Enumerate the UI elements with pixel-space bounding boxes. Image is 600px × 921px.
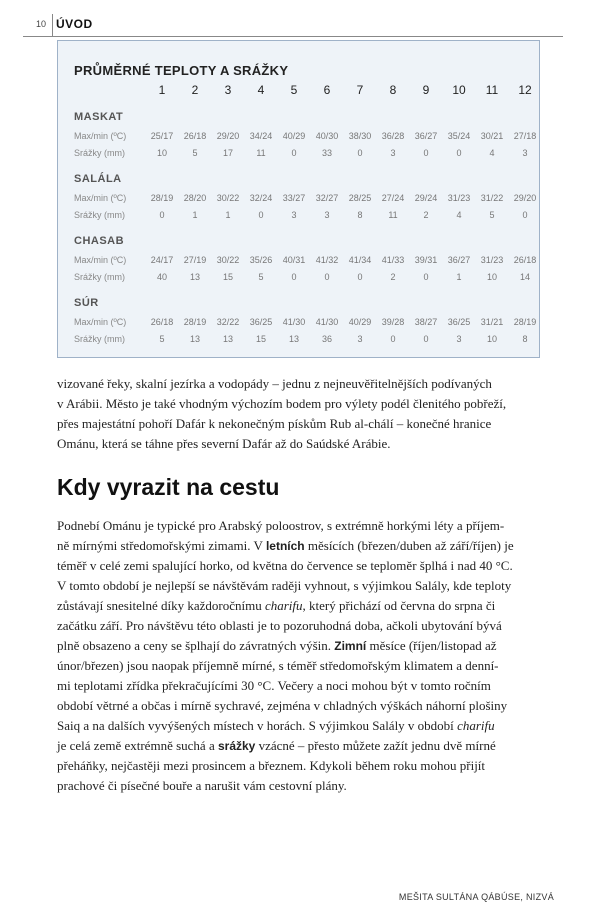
body-line: začátku září. Pro návštěvu této oblasti je to pozoruhodná doba, ačkoli ubytování bývá <box>57 618 502 633</box>
body-line <box>57 716 547 736</box>
rainfall-cell: 10 <box>486 334 497 344</box>
temperature-cell: 31/23 <box>480 255 504 265</box>
rainfall-cell: 3 <box>324 210 330 220</box>
keyword-winter: Zimní <box>334 639 367 653</box>
rainfall-cell: 0 <box>390 334 396 344</box>
rainfall-cell: 0 <box>357 272 363 282</box>
temperature-cell: 28/19 <box>150 193 174 203</box>
rainfall-cell: 10 <box>156 148 167 158</box>
page-number: 10 <box>36 19 47 29</box>
temperature-row-label: Max/min (ºC) <box>74 255 127 265</box>
temperature-row-label: Max/min (ºC) <box>74 131 127 141</box>
rainfall-cell: 3 <box>456 334 462 344</box>
rainfall-cell: 13 <box>288 334 299 344</box>
month-header-row <box>58 83 539 99</box>
month-header: 1 <box>158 83 166 97</box>
rainfall-cell: 13 <box>222 334 233 344</box>
temperature-cell: 36/25 <box>447 317 471 327</box>
climate-table-title: PRŮMĚRNÉ TEPLOTY A SRÁŽKY <box>74 63 289 78</box>
body-text: ně mírnými středomořskými zimami. V <box>57 538 266 553</box>
temperature-cell: 29/20 <box>216 131 240 141</box>
intro-line: Ománu, která se táhne přes severní Dafár až do Saúdské Arábie. <box>57 436 391 451</box>
temperature-cell: 40/29 <box>282 131 306 141</box>
body-paragraph <box>57 516 547 796</box>
temperature-cell: 31/23 <box>447 193 471 203</box>
rainfall-cell: 1 <box>456 272 462 282</box>
rainfall-cell: 33 <box>321 148 332 158</box>
temperature-cell: 40/31 <box>282 255 306 265</box>
month-header: 10 <box>452 83 466 97</box>
rainfall-cell: 15 <box>255 334 266 344</box>
rainfall-cell: 2 <box>423 210 429 220</box>
temperature-cell: 28/19 <box>183 317 207 327</box>
temperature-cell: 41/33 <box>381 255 405 265</box>
temperature-cell: 41/30 <box>315 317 339 327</box>
temperature-cell: 31/22 <box>480 193 504 203</box>
rainfall-row-label: Srážky (mm) <box>74 210 125 220</box>
temperature-cell: 29/24 <box>414 193 438 203</box>
month-header: 9 <box>422 83 430 97</box>
temperature-cell: 35/24 <box>447 131 471 141</box>
temperature-cell: 25/17 <box>150 131 174 141</box>
temperature-cell: 28/20 <box>183 193 207 203</box>
temperature-cell: 27/24 <box>381 193 405 203</box>
body-line: únor/březen) jsou naopak příjemně mírné, s téměř středomořským klimatem a denní- <box>57 658 499 673</box>
rainfall-cell: 10 <box>486 272 497 282</box>
body-text: je celá země extrémně suchá a <box>57 738 218 753</box>
city-name: SALÁLA <box>74 173 122 185</box>
section-title: ÚVOD <box>56 17 93 31</box>
rainfall-cell: 0 <box>357 148 363 158</box>
rainfall-cell: 15 <box>222 272 233 282</box>
temperature-cell: 41/34 <box>348 255 372 265</box>
rainfall-cell: 0 <box>324 272 330 282</box>
temperature-cell: 26/18 <box>150 317 174 327</box>
temperature-cell: 41/30 <box>282 317 306 327</box>
section-heading: Kdy vyrazit na cestu <box>57 474 280 500</box>
temperature-cell: 36/27 <box>447 255 471 265</box>
rainfall-cell: 5 <box>192 148 198 158</box>
body-line: mi teplotami zřídka překračujícími 30 °C. Večery a noci mohou být v tomto ročním <box>57 678 491 693</box>
month-header: 8 <box>389 83 397 97</box>
term-charifu: charifu <box>457 718 495 733</box>
body-line: přeháňky, nejčastěji mezi prosincem a březnem. Kdykoli během roku mohou přijít <box>57 758 486 773</box>
temperature-cell: 36/25 <box>249 317 273 327</box>
month-header: 6 <box>323 83 331 97</box>
temperature-cell: 26/18 <box>513 255 537 265</box>
rainfall-cell: 5 <box>159 334 165 344</box>
temperature-cell: 26/18 <box>183 131 207 141</box>
rainfall-cell: 5 <box>489 210 495 220</box>
body-text: , který přichází od června do srpna či <box>302 598 496 613</box>
temperature-cell: 38/27 <box>414 317 438 327</box>
rainfall-cell: 3 <box>390 148 396 158</box>
rainfall-cell: 0 <box>291 272 297 282</box>
month-header: 12 <box>518 83 532 97</box>
temperature-cell: 34/24 <box>249 131 273 141</box>
rainfall-cell: 0 <box>456 148 462 158</box>
month-header: 5 <box>290 83 298 97</box>
month-header: 3 <box>224 83 232 97</box>
temperature-cell: 33/27 <box>282 193 306 203</box>
temperature-cell: 24/17 <box>150 255 174 265</box>
temperature-cell: 30/21 <box>480 131 504 141</box>
body-line: V tomto období je nejlepší se návštěvám raději vyhnout, s výjimkou Salály, kde teploty <box>57 578 512 593</box>
body-line: téměř v celé zemi spalující horko, od května do července se teploměr šplhá i nad 40 °C. <box>57 558 513 573</box>
rainfall-row-label: Srážky (mm) <box>74 334 125 344</box>
climate-table <box>57 40 540 358</box>
rainfall-cell: 13 <box>189 272 200 282</box>
rainfall-cell: 36 <box>321 334 332 344</box>
rainfall-cell: 0 <box>258 210 264 220</box>
intro-line: vizované řeky, skalní jezírka a vodopády – jednu z nejneuvěřitelnějších podívaných <box>57 376 492 391</box>
rainfall-cell: 5 <box>258 272 264 282</box>
rainfall-cell: 13 <box>189 334 200 344</box>
temperature-cell: 36/28 <box>381 131 405 141</box>
keyword-summer: letních <box>265 539 305 553</box>
rainfall-cell: 0 <box>159 210 165 220</box>
month-header: 11 <box>485 83 499 97</box>
rainfall-cell: 14 <box>519 272 530 282</box>
temperature-cell: 40/29 <box>348 317 372 327</box>
temperature-cell: 32/27 <box>315 193 339 203</box>
term-charifu: charifu <box>264 598 303 613</box>
body-line <box>57 536 547 556</box>
temperature-cell: 27/18 <box>513 131 537 141</box>
running-header <box>23 14 563 36</box>
body-line: období větrné a občas i mírně sychravé, zejména v chladných výškách náhorní plošiny <box>57 698 508 713</box>
rainfall-cell: 11 <box>256 148 266 158</box>
header-rule <box>23 36 563 37</box>
temperature-cell: 41/32 <box>315 255 339 265</box>
rainfall-cell: 4 <box>456 210 462 220</box>
temperature-cell: 35/26 <box>249 255 273 265</box>
temperature-cell: 40/30 <box>315 131 339 141</box>
city-block <box>74 297 537 357</box>
body-text: vzácné – přesto můžete zažít jednu dvě mírné <box>255 738 496 753</box>
rainfall-cell: 0 <box>423 148 429 158</box>
month-header: 7 <box>356 83 364 97</box>
city-name: SÚR <box>74 297 99 309</box>
body-line <box>57 636 547 656</box>
city-name: CHASAB <box>74 235 125 247</box>
rainfall-row-label: Srážky (mm) <box>74 148 125 158</box>
temperature-row-label: Max/min (ºC) <box>74 317 127 327</box>
body-text: zůstávají snesitelné díky každoročnímu <box>57 598 265 613</box>
rainfall-cell: 4 <box>489 148 495 158</box>
city-block <box>74 111 537 171</box>
temperature-cell: 32/22 <box>216 317 240 327</box>
temperature-cell: 28/25 <box>348 193 372 203</box>
rainfall-cell: 2 <box>390 272 396 282</box>
rainfall-cell: 17 <box>222 148 233 158</box>
rainfall-row-label: Srážky (mm) <box>74 272 125 282</box>
rainfall-cell: 8 <box>357 210 363 220</box>
keyword-rain: srážky <box>217 739 256 753</box>
rainfall-cell: 0 <box>291 148 297 158</box>
photo-caption: MEŠITA SULTÁNA QÁBÚSE, NIZVÁ <box>398 892 554 902</box>
rainfall-cell: 0 <box>423 334 429 344</box>
rainfall-cell: 3 <box>357 334 363 344</box>
rainfall-cell: 1 <box>192 210 198 220</box>
temperature-cell: 36/27 <box>414 131 438 141</box>
body-line: prachové či písečné bouře a narušit vám cestovní plány. <box>57 778 347 793</box>
temperature-cell: 32/24 <box>249 193 273 203</box>
body-text: plně obsazeno a ceny se šplhají do závratných výšin. <box>57 638 335 653</box>
body-text: Saiq a na dalších vyvýšených místech v horách. S výjimkou Salály v období <box>57 718 458 733</box>
month-header: 4 <box>257 83 265 97</box>
rainfall-cell: 40 <box>156 272 167 282</box>
temperature-cell: 28/19 <box>513 317 537 327</box>
temperature-cell: 39/28 <box>381 317 405 327</box>
temperature-cell: 39/31 <box>414 255 438 265</box>
city-name: MASKAT <box>74 111 124 123</box>
rainfall-cell: 1 <box>225 210 231 220</box>
body-text: měsících (březen/duben až září/říjen) je <box>304 538 514 553</box>
month-header: 2 <box>191 83 199 97</box>
temperature-cell: 30/22 <box>216 255 240 265</box>
rainfall-cell: 11 <box>388 210 398 220</box>
intro-line: v Arábii. Město je také vhodným výchozím bodem pro výlety podél členitého pobřeží, <box>57 396 507 411</box>
temperature-row-label: Max/min (ºC) <box>74 193 127 203</box>
intro-paragraph <box>57 374 547 454</box>
city-block <box>74 173 537 233</box>
temperature-cell: 30/22 <box>216 193 240 203</box>
rainfall-cell: 8 <box>522 334 528 344</box>
city-block <box>74 235 537 295</box>
body-line: Podnebí Ománu je typické pro Arabský poloostrov, s extrémně horkými léty a příjem- <box>57 518 505 533</box>
rainfall-cell: 0 <box>522 210 528 220</box>
rainfall-cell: 3 <box>522 148 528 158</box>
intro-line: přes majestátní pohoří Dafár k nekonečným pískům Rub al-chálí – konečné hranice <box>57 416 492 431</box>
temperature-cell: 31/21 <box>480 317 504 327</box>
temperature-cell: 29/20 <box>513 193 537 203</box>
body-line <box>57 736 547 756</box>
rainfall-cell: 3 <box>291 210 297 220</box>
temperature-cell: 27/19 <box>183 255 207 265</box>
body-line <box>57 596 547 616</box>
header-divider <box>52 14 53 36</box>
temperature-cell: 38/30 <box>348 131 372 141</box>
body-text: měsíce (říjen/listopad až <box>366 638 497 653</box>
rainfall-cell: 0 <box>423 272 429 282</box>
